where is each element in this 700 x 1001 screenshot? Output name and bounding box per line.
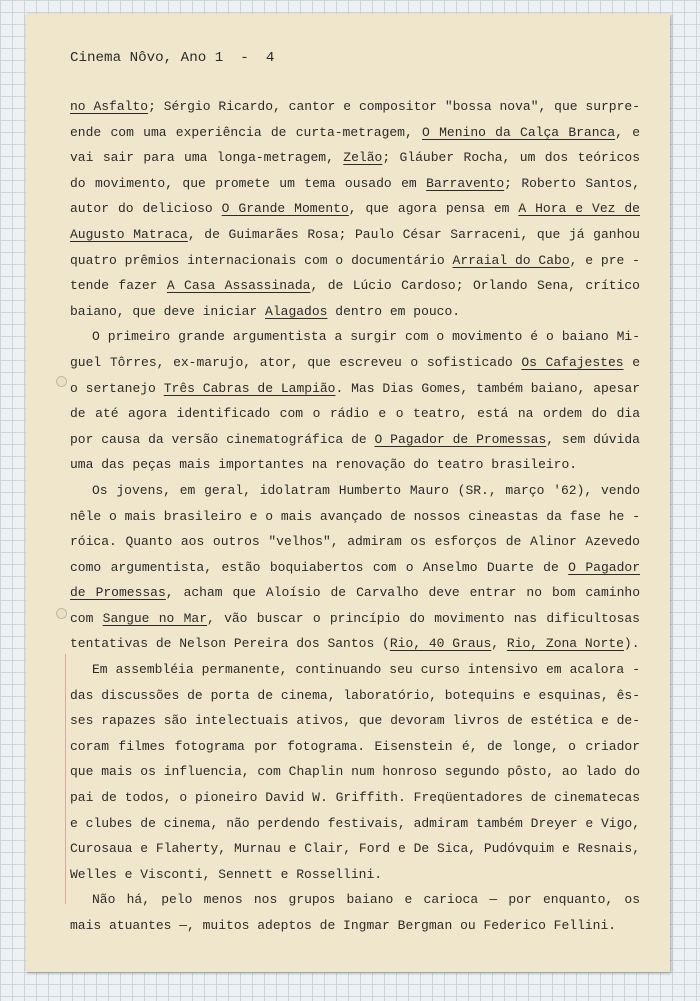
text-line xyxy=(70,836,640,862)
text-segment: das discussões de porta de cinema, laboratório, botequins e esquinas, ês- xyxy=(70,687,640,703)
text-segment: dentro em pouco. xyxy=(327,303,461,319)
text-segment: O primeiro grande argumentista a surgir com o movimento é o baiano Mi- xyxy=(92,329,640,345)
underlined-title: Rio, Zona Norte xyxy=(506,636,624,652)
text-segment: ses rapazes são intelectuais ativos, que devoram livros de estética e de- xyxy=(70,713,640,729)
text-line xyxy=(70,657,640,683)
text-segment: , sem dúvida xyxy=(546,431,640,447)
text-line xyxy=(70,145,640,171)
text-segment: , e xyxy=(615,124,641,140)
text-segment: pai de todos, o pioneiro David W. Griffith. Freqüentadores de cinematecas xyxy=(70,790,640,806)
text-segment: nêle o mais brasileiro e o mais avançado de nossos cineastas da fase he - xyxy=(70,508,640,524)
text-line xyxy=(70,94,640,120)
underlined-title: de Promessas xyxy=(70,585,166,601)
text-segment: Curosaua e Flaherty, Murnau e Clair, Ford e De Sica, Pudóvquim e Resnais, xyxy=(70,841,640,857)
text-segment: tende fazer xyxy=(70,278,167,294)
text-segment: do movimento, que promete um tema ousado em xyxy=(70,175,427,191)
underlined-title: Arraial do Cabo xyxy=(452,252,570,268)
text-segment: Os jovens, em geral, idolatram Humberto Mauro (SR., março '62), vendo xyxy=(92,482,640,498)
text-line xyxy=(70,555,640,581)
underlined-title: Três Cabras de Lampião xyxy=(163,380,336,396)
text-line xyxy=(70,299,640,325)
text-line xyxy=(70,196,640,222)
text-line xyxy=(70,452,640,478)
text-segment: e xyxy=(623,354,640,370)
body-text xyxy=(70,94,640,939)
underlined-title: Sangue no Mar xyxy=(102,610,208,626)
underlined-title: O Grande Momento xyxy=(221,201,349,217)
text-segment: quatro prêmios internacionais com o documentário xyxy=(70,252,453,268)
paragraph xyxy=(70,657,640,887)
underlined-title: Zelão xyxy=(343,150,383,166)
text-segment: coram filmes fotograma por fotograma. Eisenstein é, de longe, o criador xyxy=(70,738,640,754)
red-margin-line xyxy=(65,654,66,904)
text-segment: , e pre - xyxy=(569,252,640,268)
text-segment: ; Gláuber Rocha, um dos teóricos xyxy=(382,150,640,166)
text-line xyxy=(70,734,640,760)
text-segment: ende com uma experiência de curta-metragem, xyxy=(70,124,423,140)
underlined-title: Augusto Matraca xyxy=(70,226,188,242)
text-line xyxy=(70,785,640,811)
text-segment: , acham que Aloísio de Carvalho deve entrar no bom caminho xyxy=(165,585,640,601)
text-segment: mais atuantes —, muitos adeptos de Ingmar Bergman ou Federico Fellini. xyxy=(70,918,617,933)
text-line xyxy=(70,862,640,888)
punch-hole-mark xyxy=(56,376,67,387)
paragraph xyxy=(70,887,640,938)
underlined-title: O Pagador de Promessas xyxy=(374,431,547,447)
text-segment: o sertanejo xyxy=(70,380,164,396)
paragraph xyxy=(70,478,640,657)
text-line xyxy=(70,887,640,913)
underlined-title: O Menino da Calça Branca xyxy=(422,124,616,140)
text-segment: vai sair para uma longa-metragem, xyxy=(70,150,344,166)
text-line xyxy=(70,759,640,785)
text-segment: como argumentista, estão boquiabertos com o Anselmo Duarte de xyxy=(70,559,569,575)
text-line xyxy=(70,324,640,350)
text-line xyxy=(70,171,640,197)
text-segment: ; Roberto Santos, xyxy=(504,175,640,191)
text-line xyxy=(70,913,640,939)
text-segment: , vão buscar o princípio do movimento nas dificultosas xyxy=(207,610,640,626)
text-segment: Não há, pelo menos nos grupos baiano e carioca — por enquanto, os xyxy=(92,892,640,908)
underlined-title: Barravento xyxy=(426,175,505,191)
text-segment: uma das peças mais importantes na renovação do teatro brasileiro. xyxy=(70,457,578,473)
text-segment: , de Guimarães Rosa; Paulo César Sarraceni, que já ganhou xyxy=(187,226,640,242)
text-segment: que mais os influencia, com Chaplin num honroso segundo pôsto, ao lado do xyxy=(70,764,640,780)
text-line xyxy=(70,529,640,555)
text-segment: , xyxy=(491,636,507,652)
text-line xyxy=(70,350,640,376)
text-segment: com xyxy=(70,610,103,626)
text-segment: baiano, que deve iniciar xyxy=(70,303,266,319)
text-segment: ; Sérgio Ricardo, cantor e compositor "bossa nova", que surpre- xyxy=(148,99,641,114)
underlined-title: Alagados xyxy=(265,303,328,319)
paragraph xyxy=(70,94,640,324)
text-segment: autor do delicioso xyxy=(70,201,222,217)
punch-hole-mark xyxy=(56,608,67,619)
text-segment: , que agora pensa em xyxy=(348,201,519,217)
text-line xyxy=(70,683,640,709)
text-line xyxy=(70,478,640,504)
text-line xyxy=(70,248,640,274)
text-line xyxy=(70,376,640,402)
text-segment: por causa da versão cinematográfica de xyxy=(70,431,375,447)
text-line xyxy=(70,504,640,530)
text-line xyxy=(70,120,640,146)
underlined-title: A Hora e Vez de xyxy=(518,201,640,217)
typewritten-page xyxy=(26,14,670,972)
text-line xyxy=(70,631,640,657)
page-header: Cinema Nôvo, Ano 1 - 4 xyxy=(70,50,275,66)
text-segment: e clubes de cinema, não perdendo festivais, admiram também Dreyer e Vigo, xyxy=(70,815,640,831)
underlined-title: Rio, 40 Graus xyxy=(389,636,492,652)
underlined-title: A Casa Assassinada xyxy=(166,278,311,294)
text-segment: tentativas de Nelson Pereira dos Santos ( xyxy=(70,636,390,652)
text-segment: ). xyxy=(623,636,640,652)
underlined-title: no Asfalto xyxy=(70,99,149,114)
text-segment: de até agora identificado com o rádio e o teatro, está na ordem do dia xyxy=(70,406,640,422)
text-segment: , de Lúcio Cardoso; Orlando Sena, crítico xyxy=(310,278,640,294)
text-line xyxy=(70,580,640,606)
text-segment: guel Tôrres, ex-marujo, ator, que escreveu o sofisticado xyxy=(70,354,522,370)
paragraph xyxy=(70,324,640,478)
text-line xyxy=(70,222,640,248)
text-segment: . Mas Dias Gomes, também baiano, apesar xyxy=(335,380,640,396)
text-line xyxy=(70,427,640,453)
text-line xyxy=(70,606,640,632)
text-segment: róica. Quanto aos outros "velhos", admiram os esforços de Alinor Azevedo xyxy=(70,534,640,550)
text-line xyxy=(70,708,640,734)
text-segment: Em assembléia permanente, continuando seu curso intensivo em acalora - xyxy=(92,662,640,678)
text-line xyxy=(70,401,640,427)
text-line xyxy=(70,811,640,837)
text-line xyxy=(70,273,640,299)
underlined-title: Os Cafajestes xyxy=(521,354,624,370)
underlined-title: O Pagador xyxy=(568,559,640,575)
text-segment: Welles e Visconti, Sennett e Rossellini. xyxy=(70,866,383,882)
